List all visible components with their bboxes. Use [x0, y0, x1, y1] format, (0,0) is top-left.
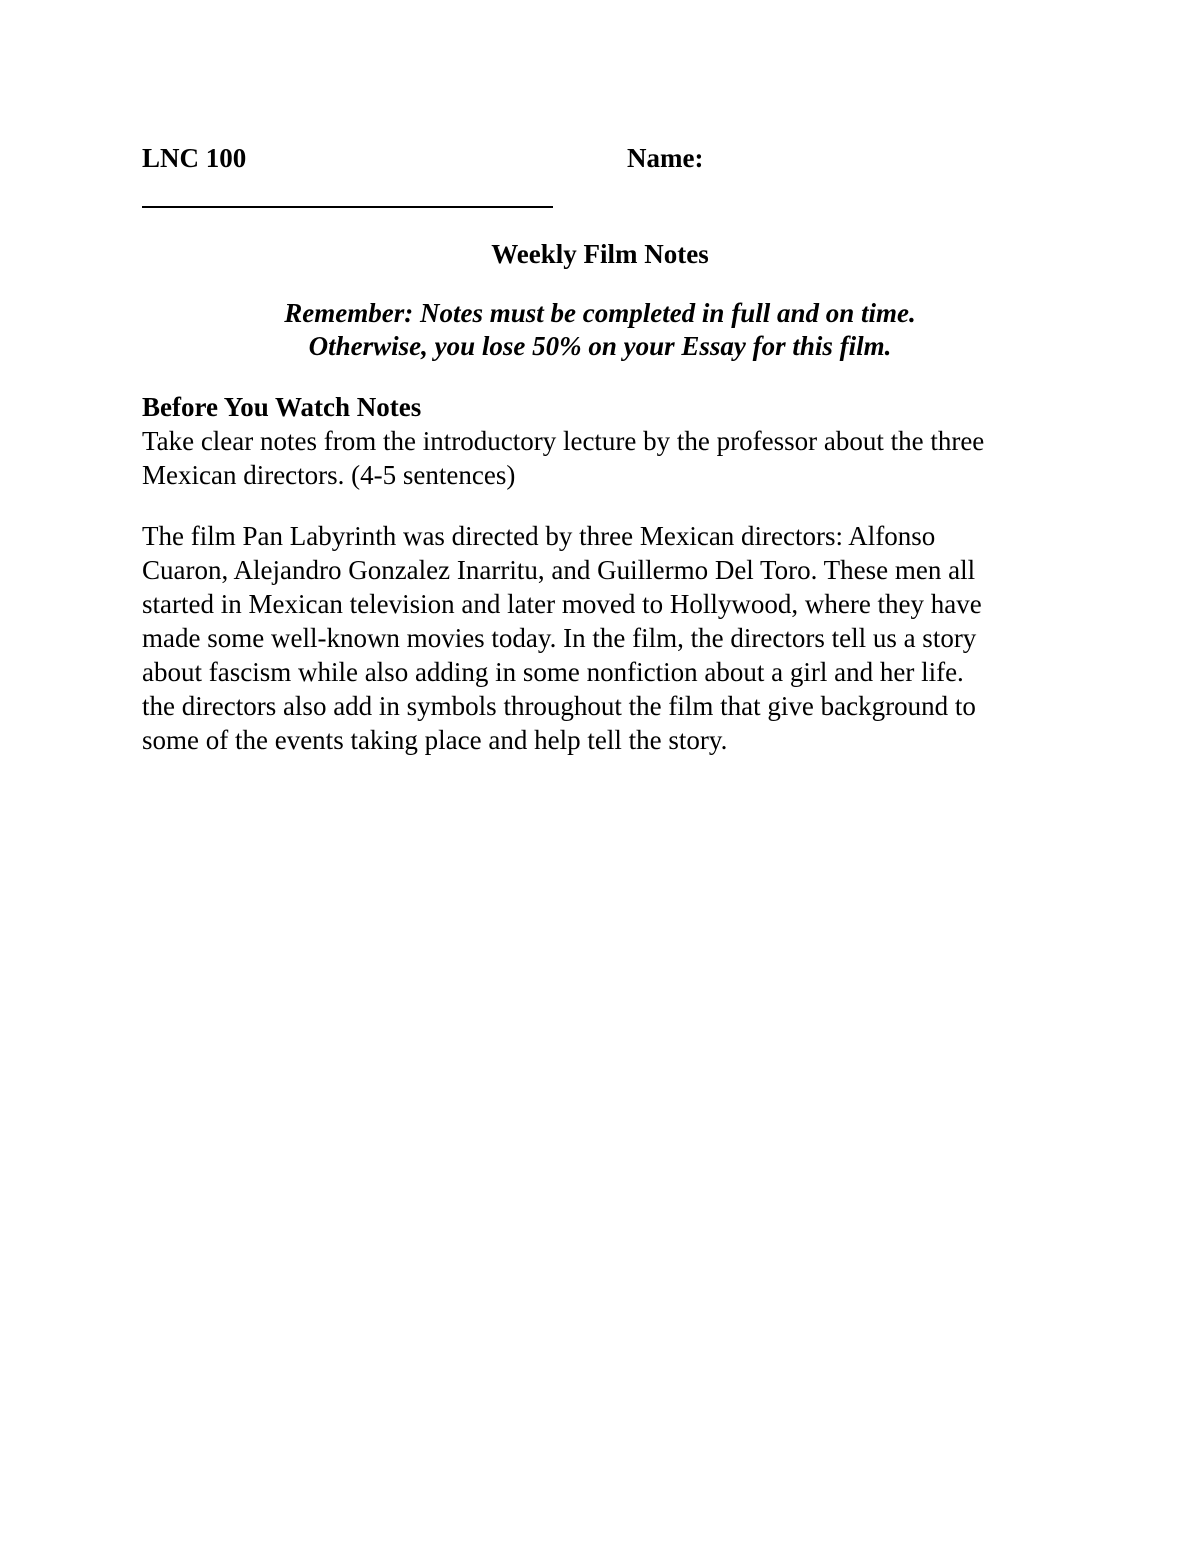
- instructions-line: Mexican directors. (4-5 sentences): [142, 460, 516, 490]
- instructions-line: Take clear notes from the introductory lecture by the professor about the three: [142, 426, 985, 456]
- answer-line: Cuaron, Alejandro Gonzalez Inarritu, and Guillermo Del Toro. These men all: [142, 555, 976, 585]
- name-blank-line: [142, 206, 553, 208]
- name-label: Name:: [627, 143, 704, 173]
- answer-line: made some well-known movies today. In the film, the directors tell us a story: [142, 623, 977, 653]
- reminder-note: [0, 297, 1200, 363]
- answer-paragraph: [142, 519, 1082, 757]
- reminder-line: Remember: Notes must be completed in full and on time.: [284, 298, 916, 328]
- answer-line: The film Pan Labyrinth was directed by three Mexican directors: Alfonso: [142, 521, 936, 551]
- instructions-text: [142, 424, 1082, 492]
- answer-line: the directors also add in symbols throughout the film that give background to: [142, 691, 976, 721]
- answer-line: started in Mexican television and later moved to Hollywood, where they have: [142, 589, 982, 619]
- reminder-line: Otherwise, you lose 50% on your Essay for this film.: [308, 331, 892, 361]
- answer-line: about fascism while also adding in some nonfiction about a girl and her life.: [142, 657, 964, 687]
- course-code: LNC 100: [142, 143, 247, 173]
- section-heading: Before You Watch Notes: [142, 392, 422, 422]
- answer-line: some of the events taking place and help tell the story.: [142, 725, 728, 755]
- document-title: Weekly Film Notes: [491, 239, 709, 269]
